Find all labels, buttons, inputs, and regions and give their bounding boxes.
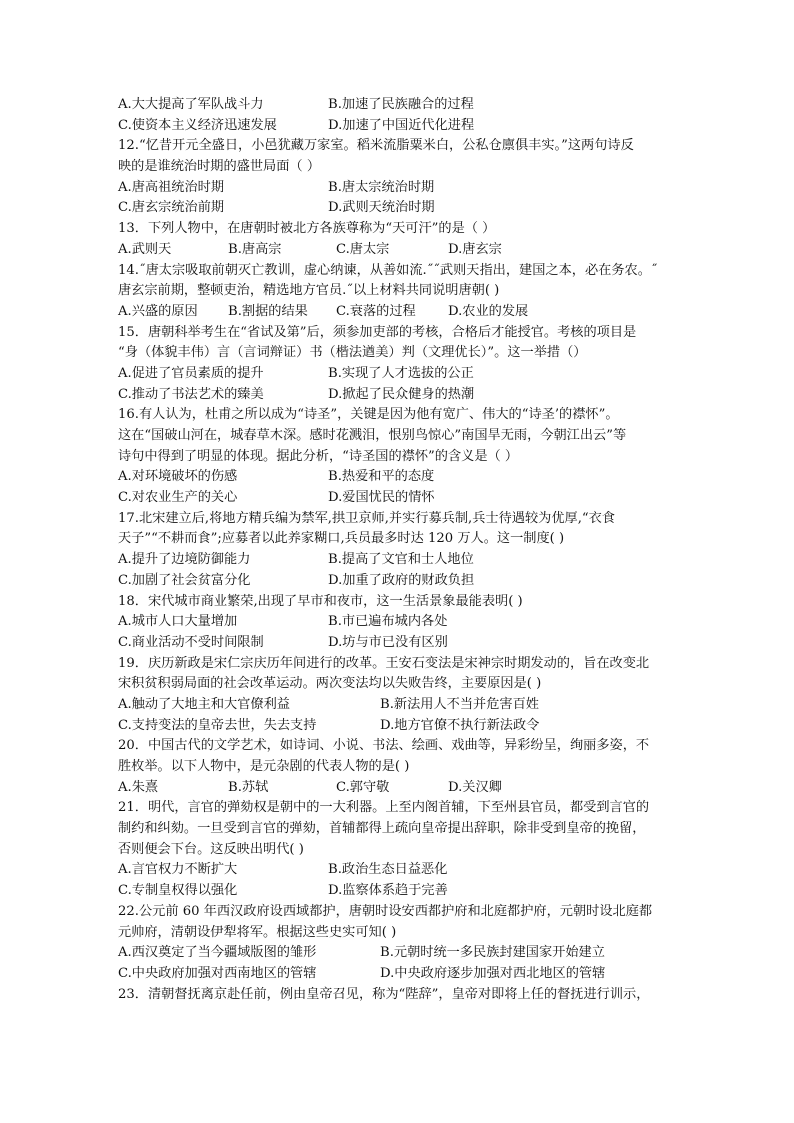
answer-option: B.实现了人才选拔的公正 — [328, 365, 474, 381]
question-line: 21．明代，言官的弹劾权是朝中的一大利器。上至内阁首辅，下至州县官员，都受到言官的 — [118, 800, 650, 816]
question-line: 天子”“不耕而食”;应募者以此养家糊口,兵员最多时达 120 万人。这一制度( ) — [118, 531, 565, 547]
option-row — [118, 488, 698, 509]
option-row — [118, 778, 698, 799]
answer-option: C.专制皇权得以强化 — [118, 883, 238, 899]
answer-option: D.爱国忧民的情怀 — [328, 490, 435, 506]
question-line: 13．下列人物中，在唐朝时被北方各族尊称为“天可汗”的是（ ） — [118, 221, 496, 237]
answer-option: C.郭守敬 — [336, 779, 390, 795]
question-line: 否则便会下台。这反映出明代( ) — [118, 841, 304, 857]
answer-option: A.大大提高了军队战斗力 — [118, 97, 264, 112]
question-line: 19．庆历新政是宋仁宗庆历年间进行的改革。王安石变法是宋神宗时期发动的，旨在改变北 — [118, 655, 650, 671]
answer-option: D.掀起了民众健身的热潮 — [328, 386, 475, 402]
option-row — [118, 364, 698, 385]
answer-option: A.唐高祖统治时期 — [118, 179, 225, 195]
answer-option: D.监察体系趋于完善 — [328, 883, 448, 899]
answer-option: A.对环境破坏的伤感 — [118, 469, 238, 485]
option-row — [118, 860, 698, 881]
answer-option: A.促进了官员素质的提升 — [118, 365, 264, 381]
question-line: 制约和纠劾。一旦受到言官的弹劾，首辅都得上疏向皇帝提出辞职，除非受到皇帝的挽留， — [118, 821, 646, 837]
answer-option: B.市已遍布城内各处 — [328, 614, 448, 630]
answer-option: D.坊与市已没有区别 — [328, 634, 448, 650]
answer-option: D.地方官僚不执行新法政令 — [380, 717, 540, 733]
answer-option: C.商业活动不受时间限制 — [118, 634, 264, 650]
answer-option: C.中央政府加强对西南地区的管辖 — [118, 965, 317, 981]
question-line: 20．中国古代的文学艺术，如诗词、小说、书法、绘画、戏曲等，异彩纷呈，绚丽多姿，不 — [118, 738, 650, 754]
answer-option: B.唐太宗统治时期 — [328, 179, 435, 195]
option-row — [118, 385, 698, 406]
option-row — [118, 302, 698, 323]
answer-option: A.触动了大地主和大官僚利益 — [118, 696, 290, 712]
answer-option: A.西汉奠定了当今疆域版图的雏形 — [118, 945, 317, 961]
answer-option: A.朱熹 — [118, 779, 159, 795]
answer-option: D.中央政府逐步加强对西北地区的管辖 — [380, 965, 606, 981]
answer-option: C.推动了书法艺术的臻美 — [118, 386, 264, 402]
question-line: 这在“国破山河在，城春草木深。感时花溅泪，恨别鸟惊心”南国旱无雨，今朝江出云”等 — [118, 428, 627, 443]
answer-option: A.武则天 — [118, 241, 172, 257]
option-row — [118, 550, 698, 571]
option-row — [118, 198, 698, 219]
question-line: “身（体貌丰伟）言（言词辩证）书（楷法遒美）判（文理优长）”。这一举措（） — [118, 345, 587, 361]
question-line: 宋积贫积弱局面的社会改革运动。两次变法均以失败告终，主要原因是( ) — [118, 676, 542, 692]
option-row — [118, 240, 698, 261]
answer-option: C.对农业生产的关心 — [118, 490, 238, 506]
question-line: 唐玄宗前期，整顿吏治，精选地方官员.˝以上材料共同说明唐朝( ) — [118, 283, 500, 299]
answer-option: C.唐太宗 — [336, 241, 390, 257]
question-line: 14.˝唐太宗吸取前朝灭亡教训，虚心纳谏，从善如流.˝˝武则天指出，建国之本，必在务农。˝ — [118, 262, 658, 278]
option-row — [118, 571, 698, 592]
option-row — [118, 612, 698, 633]
answer-option: B.提高了文官和士人地位 — [328, 552, 474, 568]
answer-option: B.元朝时统一多民族封建国家开始建立 — [380, 945, 605, 961]
question-line: 诗句中得到了明显的体现。据此分析，“诗圣国的襟怀”的含义是（ ） — [118, 448, 519, 464]
answer-option: D.关汉卿 — [448, 779, 502, 795]
answer-option: D.加速了中国近代化进程 — [328, 117, 475, 133]
option-row — [118, 716, 698, 737]
question-line: 17.北宋建立后,将地方精兵编为禁军,拱卫京师,并实行募兵制,兵士待遇较为优厚,“衣食 — [118, 510, 616, 526]
option-row — [118, 695, 698, 716]
option-row — [118, 964, 698, 985]
option-row — [118, 943, 698, 964]
answer-option: B.割据的结果 — [228, 303, 308, 319]
answer-option: C.衰落的过程 — [336, 303, 416, 319]
answer-option: D.加重了政府的财政负担 — [328, 572, 475, 588]
answer-option: B.政治生态日益恶化 — [328, 862, 448, 878]
answer-option: A.城市人口大量增加 — [118, 614, 238, 630]
option-row — [118, 633, 698, 654]
question-line: 15．唐朝科举考生在“省试及第”后，须参加吏部的考核，合格后才能授官。考核的项目是 — [118, 324, 637, 340]
option-row — [118, 881, 698, 902]
answer-option: C.唐玄宗统治前期 — [118, 200, 225, 216]
question-line: 22.公元前 60 年西汉政府设西域都护，唐朝时设安西都护府和北庭都护府，元朝时设北庭都 — [118, 903, 653, 919]
answer-option: B.新法用人不当并危害百姓 — [380, 696, 539, 712]
answer-option: C.使资本主义经济迅速发展 — [118, 117, 277, 133]
exam-page — [118, 95, 698, 1005]
answer-option: B.苏轼 — [228, 779, 269, 795]
answer-option: B.热爱和平的态度 — [328, 469, 435, 485]
answer-option: D.农业的发展 — [448, 303, 529, 319]
question-line: 元帅府，清朝设伊犁将军。根据这些史实可知( ) — [118, 924, 397, 940]
option-row — [118, 178, 698, 199]
option-row — [118, 95, 698, 116]
answer-option: D.武则天统治时期 — [328, 200, 435, 216]
answer-option: C.支持变法的皇帝去世，失去支持 — [118, 717, 317, 733]
answer-option: D.唐玄宗 — [448, 241, 502, 257]
question-line: 23．清朝督抚离京赴任前，例由皇帝召见，称为“陛辞”，皇帝对即将上任的督抚进行训示， — [118, 986, 650, 1002]
answer-option: A.兴盛的原因 — [118, 303, 198, 319]
answer-option: A.言官权力不断扩大 — [118, 862, 238, 878]
question-line: 映的是谁统治时期的盛世局面（ ） — [118, 159, 321, 175]
answer-option: B.加速了民族融合的过程 — [328, 97, 474, 112]
option-row — [118, 116, 698, 137]
answer-option: A.提升了边境防御能力 — [118, 552, 251, 568]
question-line: 16.有人认为，杜甫之所以成为“诗圣”，关键是因为他有宽广、伟大的“诗圣’的襟怀”。 — [118, 407, 619, 423]
question-line: 12.“忆昔开元全盛日，小邑犹藏万家室。稻米流脂粟米白，公私仓廪俱丰实。”这两句诗反 — [118, 138, 634, 154]
question-line: 18．宋代城市商业繁荣,出现了早市和夜市，这一生活景象最能表明( ) — [118, 593, 523, 609]
answer-option: C.加剧了社会贫富分化 — [118, 572, 251, 588]
answer-option: B.唐高宗 — [228, 241, 282, 257]
question-line: 胜枚举。以下人物中，是元杂剧的代表人物的是( ) — [118, 759, 410, 774]
option-row — [118, 467, 698, 488]
